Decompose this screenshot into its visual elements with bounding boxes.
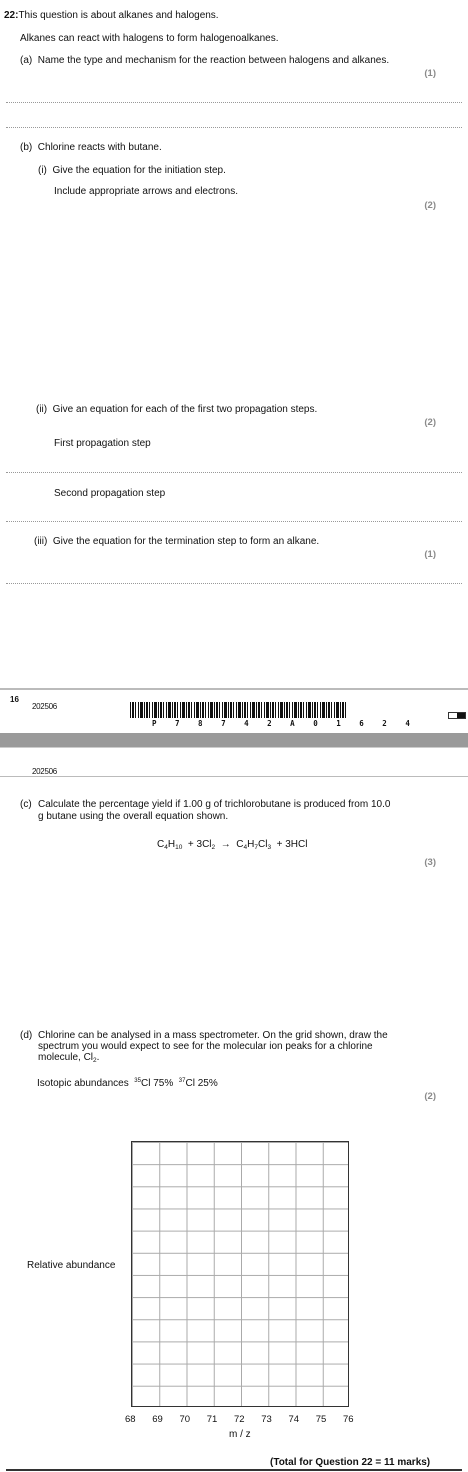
x-tick-label: 73 — [261, 1414, 272, 1425]
page-border — [0, 688, 468, 690]
part-b-ii-marks: (2) — [424, 417, 436, 428]
part-c-marks: (3) — [424, 857, 436, 868]
part-b-iii-text: Give the equation for the termination step to form an alkane. — [52, 536, 320, 547]
spectrum-grid[interactable] — [131, 1141, 349, 1407]
x-tick-label: 74 — [288, 1414, 300, 1425]
part-b-question — [20, 142, 162, 153]
x-tick-label: 76 — [343, 1414, 354, 1425]
part-a-question — [20, 55, 389, 66]
answer-line[interactable] — [6, 127, 462, 128]
page-border — [0, 776, 468, 777]
part-b-ii-question — [36, 404, 317, 415]
answer-line[interactable] — [6, 521, 462, 522]
part-a-text: Name the type and mechanism for the reaction between halogens and alkanes. — [37, 55, 390, 66]
part-b-i-text: Give the equation for the initiation step. — [52, 165, 226, 176]
page-number: 16 — [10, 695, 19, 704]
part-d-marks: (2) — [424, 1091, 436, 1102]
part-b-iii-label: (iii) — [34, 536, 48, 547]
total-marks: (Total for Question 22 = 11 marks) — [270, 1457, 431, 1468]
part-b-i-label: (i) — [38, 165, 47, 176]
x-tick-label: 69 — [152, 1414, 163, 1425]
x-tick-label: 72 — [234, 1414, 245, 1425]
part-c-label: (c) — [20, 799, 32, 810]
page-divider — [0, 733, 468, 747]
footer-code: 202506 — [32, 702, 57, 711]
intro-text: Alkanes can react with halogens to form halogenoalkanes. — [20, 33, 279, 44]
corner-mark — [448, 712, 466, 719]
header-code: 202506 — [32, 767, 57, 776]
part-b-text: Chlorine reacts with butane. — [37, 142, 162, 153]
part-d-label: (d) — [20, 1030, 33, 1041]
isotopic-abundances: Isotopic abundances $^{35}$Cl 75% $^{37}$Cl 25% — [37, 1078, 218, 1089]
barcode-text: P 7 8 7 4 2 A 0 1 6 2 4 — [152, 719, 417, 728]
question-number: 22: — [4, 10, 19, 21]
part-a-label: (a) — [20, 55, 33, 66]
part-d-question: Chlorine can be analysed in a mass spectrometer. On the grid shown, draw the spectrum you would expect to see for the molecular ion peaks for a chlorine molecule, $Cl_2$. — [38, 1030, 388, 1065]
part-b-i-text2: Include appropriate arrows and electrons. — [54, 186, 238, 197]
part-c-text: Calculate the percentage yield if 1.00 g of trichlorobutane is produced from 10.0 g butane using the overall equation shown. — [38, 799, 391, 822]
x-tick-label: 68 — [125, 1414, 136, 1425]
x-axis-label: m / z — [229, 1429, 251, 1440]
overall-equation: $C_4H_{10} + 3Cl_2 \to C_4H_7Cl_3 + 3HCl$ — [157, 839, 308, 851]
part-b-i-marks: (2) — [424, 200, 436, 211]
bottom-rule — [6, 1469, 462, 1471]
barcode — [130, 702, 348, 718]
part-b-iii-marks: (1) — [424, 549, 436, 560]
part-b-i-question — [38, 165, 226, 176]
part-b-ii-label: (ii) — [36, 404, 48, 415]
answer-line[interactable] — [6, 583, 462, 584]
part-b-ii-text: Give an equation for each of the first two propagation steps. — [52, 404, 318, 415]
answer-line[interactable] — [6, 472, 462, 473]
part-b-label: (b) — [20, 142, 33, 153]
x-tick-label: 71 — [206, 1414, 218, 1425]
page-divider-edge — [0, 747, 468, 748]
part-b-iii-question — [34, 536, 319, 547]
x-tick-label: 75 — [315, 1414, 327, 1425]
second-propagation-label: Second propagation step — [54, 488, 166, 499]
question-heading — [4, 10, 219, 21]
answer-line[interactable] — [6, 102, 462, 103]
answer-space[interactable] — [20, 880, 440, 1020]
x-tick-label: 70 — [179, 1414, 191, 1425]
part-d-text: Chlorine can be analysed in a mass spectrometer. On the grid shown, draw the spectrum you would expect to see for the molecular ion peaks for a chlorine molecule, Cl — [38, 1030, 388, 1064]
first-propagation-label: First propagation step — [54, 438, 151, 449]
question-intro: This question is about alkanes and halogens. — [18, 10, 219, 21]
answer-space[interactable] — [20, 220, 440, 390]
part-a-marks: (1) — [424, 68, 436, 79]
y-axis-label: Relative abundance — [27, 1260, 116, 1271]
